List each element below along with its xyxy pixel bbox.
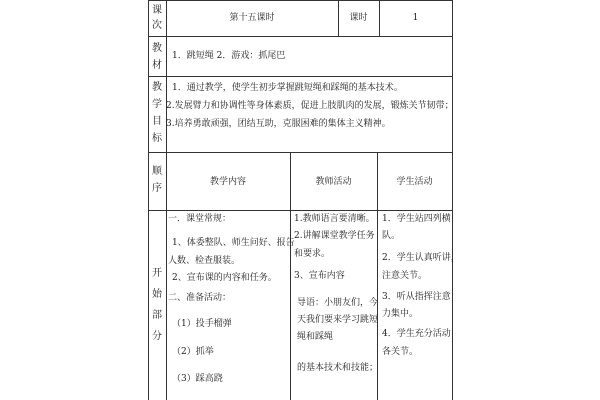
student-line: 各关节。	[382, 347, 419, 357]
lesson-label-char: 次	[152, 20, 162, 31]
teacher-line: 的基本技术和技能；	[297, 363, 379, 373]
teacher-line: 1.教师语言要清晰。	[294, 214, 375, 224]
grid-line	[290, 152, 291, 400]
goals-label-char: 标	[152, 133, 162, 144]
grid-line	[148, 36, 453, 37]
goals-label-char: 学	[152, 99, 162, 110]
student-line: 2．学生认真听讲，	[382, 253, 460, 263]
grid-line	[148, 210, 453, 211]
goal-item: 3.培养勇敢顽强，团结互助，克服困难的集体主义精神。	[166, 119, 391, 129]
student-line: 力集中。	[382, 309, 419, 319]
student-line: 1．学生站四列横	[382, 214, 451, 224]
material-label-char: 教	[152, 43, 162, 54]
section-label-char: 部	[152, 310, 162, 321]
teacher-line: 天我们要来学习跳短	[297, 315, 379, 325]
grid-line	[166, 0, 167, 400]
content-line: 二、准备活动：	[168, 293, 232, 303]
goals-label-char: 目	[152, 116, 162, 127]
hours-value: 1	[412, 13, 419, 23]
teacher-line: 绳和踩绳	[297, 332, 334, 342]
teacher-line: 和要求。	[294, 249, 331, 259]
goal-item: 1．通过教学，使学生初步掌握跳短绳和踩绳的基本技术。	[172, 83, 403, 93]
content-line: （3）踩高跷	[172, 374, 223, 384]
teacher-line: 2.讲解课堂教学任务	[294, 231, 375, 241]
section-label-char: 分	[152, 331, 162, 342]
grid-line	[148, 152, 453, 153]
hours-label: 课时	[349, 13, 368, 23]
grid-line	[148, 0, 453, 1]
student-line: 队。	[382, 231, 401, 241]
teacher-line: 导语：小朋友们，今	[297, 298, 379, 308]
grid-line	[148, 0, 149, 400]
teacher-line: 3、宣布内容	[294, 271, 345, 281]
content-line: 1、体委整队、师生问好、报告	[172, 238, 295, 248]
grid-line	[148, 76, 453, 77]
student-line: 3．听从指挥注意	[382, 292, 451, 302]
header-student: 学生活动	[396, 177, 433, 187]
content-line: （1）投手榴弹	[172, 319, 232, 329]
goals-label-char: 教	[152, 82, 162, 93]
content-line: 人数、检查服装。	[168, 256, 241, 266]
content-line: （2）抓举	[172, 347, 214, 357]
lesson-title: 第十五课时	[229, 13, 275, 23]
content-line: 2、宣布课的内容和任务。	[172, 273, 277, 283]
lesson-label-char: 课	[152, 5, 162, 16]
material-text: 1．跳短绳 2．游戏：抓尾巴	[172, 51, 286, 61]
student-line: 4．学生充分活动	[382, 329, 451, 339]
order-label-char: 顺	[152, 166, 162, 177]
section-label-char: 始	[152, 289, 162, 300]
goal-item: 2.发展臂力和协调性等身体素质，促进上肢肌肉的发展，锻炼关节韧带；	[166, 101, 454, 111]
header-teacher: 教师活动	[315, 177, 352, 187]
grid-line	[452, 0, 453, 400]
header-content: 教学内容	[209, 177, 246, 187]
section-label-char: 开	[152, 268, 162, 279]
material-label-char: 材	[152, 60, 162, 71]
student-line: 注意关节。	[382, 271, 428, 281]
order-label-char: 序	[152, 183, 162, 194]
content-line: 一．课堂常规：	[168, 214, 232, 224]
